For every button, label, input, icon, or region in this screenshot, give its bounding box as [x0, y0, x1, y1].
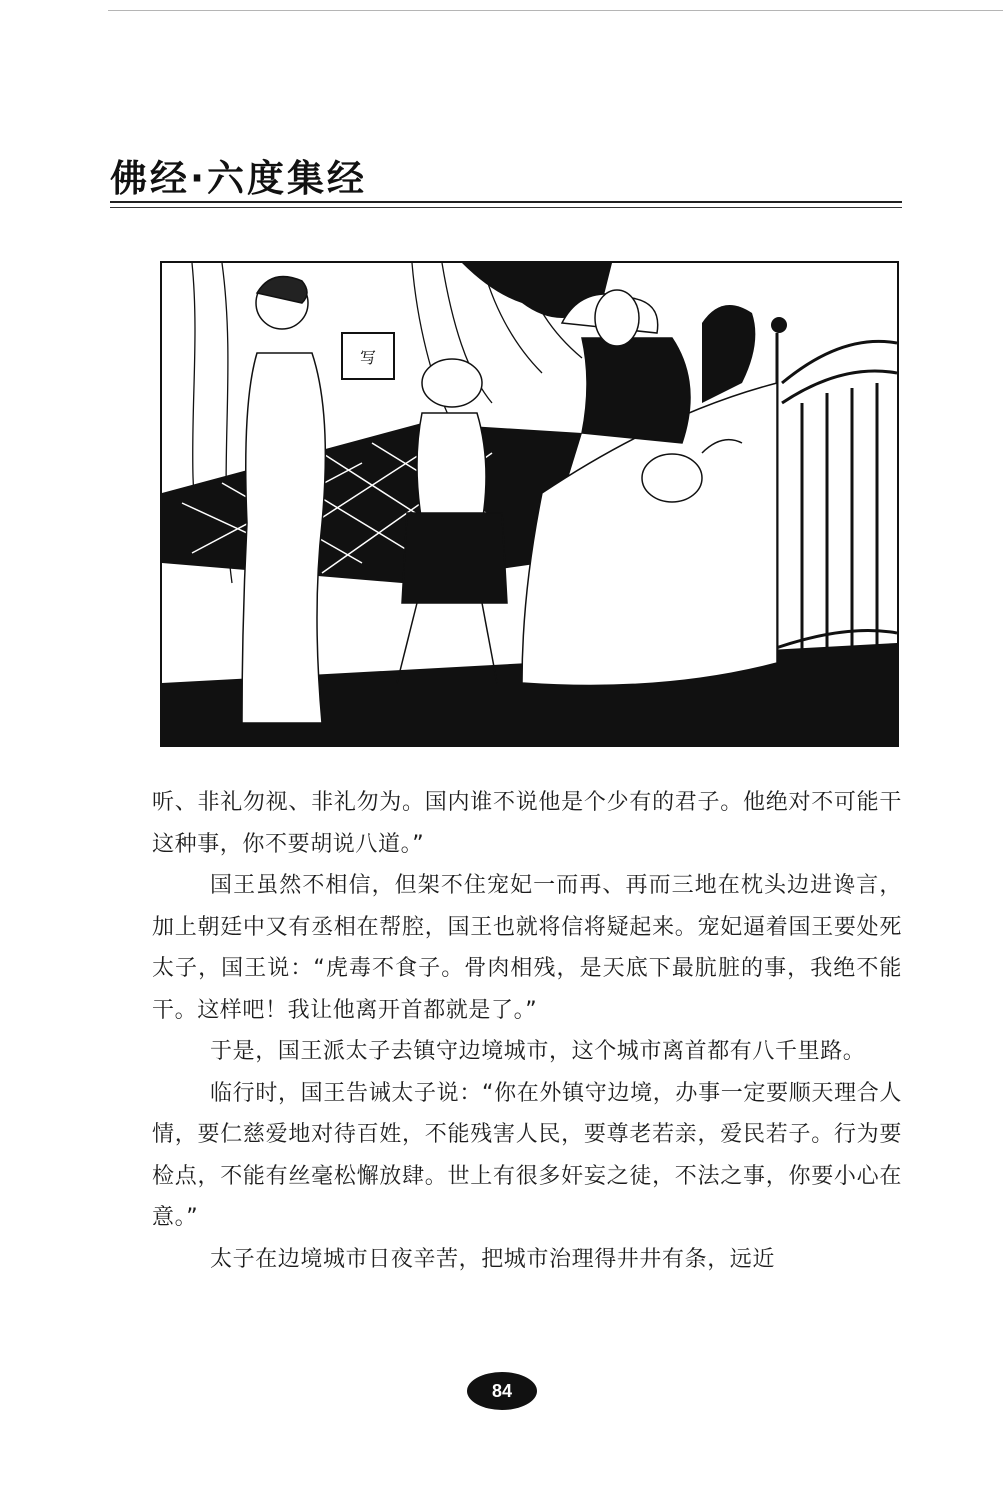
header-rule — [110, 201, 902, 203]
top-border-line — [108, 10, 1003, 11]
bedroom-scene-drawing — [162, 263, 897, 745]
paragraph: 太子在边境城市日夜辛苦，把城市治理得井井有条，远近 — [210, 1246, 776, 1272]
story-illustration — [160, 261, 899, 747]
paragraph: 于是，国王派太子去镇守边境城市，这个城市离首都有八千里路。 — [210, 1039, 866, 1064]
page-number-badge: 84 — [467, 1372, 537, 1410]
paragraph: 听、非礼勿视、非礼勿为。国内谁不说他是个少有的君子。他绝对不可能干这种事，你不要胡说八道。” — [152, 790, 902, 857]
header-rule-thin — [110, 207, 902, 208]
body-text — [152, 782, 902, 1280]
paragraph: 临行时，国王告诫太子说：“你在外镇守边境，办事一定要顺天理合人情，要仁慈爱地对待百姓，不能残害人民，要尊老若亲，爱民若子。行为要检点，不能有丝毫松懈放肆。世上有很多奸妄之徒，不法之事，你要小心在意。” — [152, 1080, 902, 1230]
paragraph: 国王虽然不相信，但架不住宠妃一而再、再而三地在枕头边进谗言，加上朝廷中又有丞相在帮腔，国王也就将信将疑起来。宠妃逼着国王要处死太子，国王说：“虎毒不食子。骨肉相残，是天底下最肮脏的事，我绝不能干。这样吧！我让他离开首都就是了。” — [152, 873, 902, 1023]
page-header-title: 佛经·六度集经 — [110, 157, 368, 200]
box-label: 写 — [359, 348, 377, 367]
